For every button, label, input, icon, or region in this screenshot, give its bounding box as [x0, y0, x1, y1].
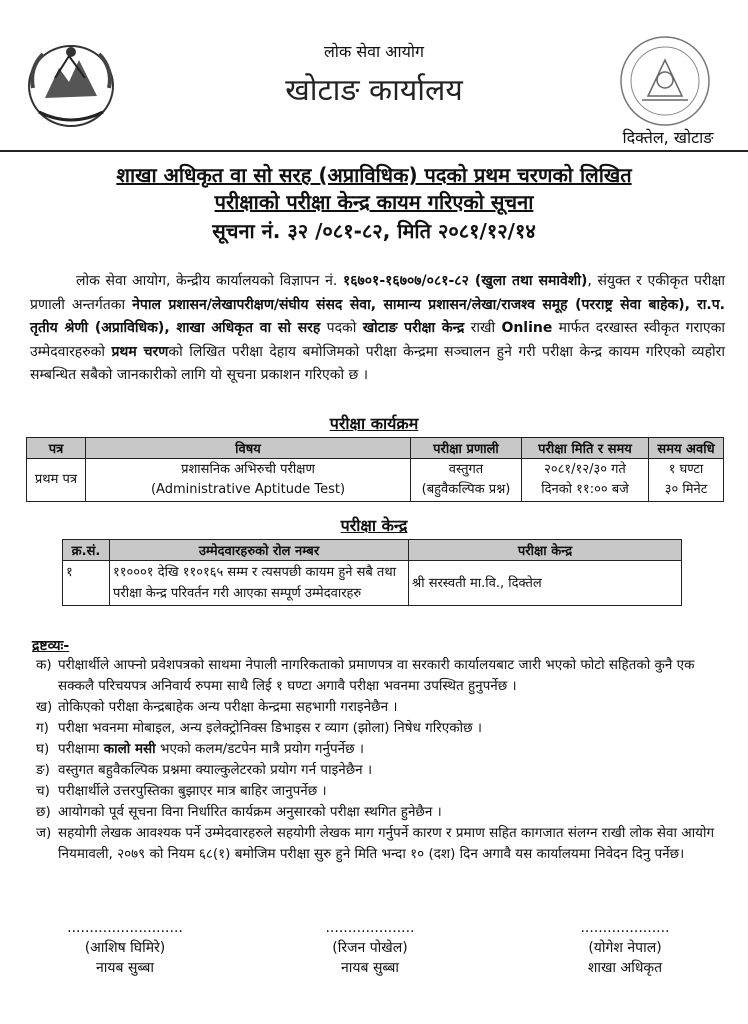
list-item: छ) आयोगको पूर्व सूचना विना निर्धारित कार्यक्रम अनुसारको परीक्षा स्थगित हुनेछैन । [36, 804, 442, 820]
signatory-name: (योगेश नेपाल) [588, 940, 662, 956]
signatory-post: नायब सुब्बा [341, 960, 399, 976]
schedule-title: परीक्षा कार्यक्रम [329, 414, 419, 433]
notice-title-line1: शाखा अधिकृत वा सो सरह (अप्राविधिक) पदको प्रथम चरणको लिखित [116, 163, 632, 187]
cell-venue: श्री सरस्वती मा.वि., दिक्तेल [409, 561, 682, 606]
list-item: घ) परीक्षामा कालो मसी भएको कलम/डटपेन मात्रै प्रयोग गर्नुपर्नेछ । [36, 741, 365, 757]
col-date-time: परीक्षा मिति र समय [522, 438, 649, 459]
post-level: रा.प. तृतीय श्रेणी (अप्राविधिक), शाखा अधिकृत वा सो सरह [30, 296, 726, 336]
notice-title-line2: परीक्षाको परीक्षा केन्द्र कायम गरिएको सूचना [214, 190, 534, 214]
list-item: ङ) वस्तुगत बहुवैकल्पिक प्रश्नमा क्याल्कुलेटरको प्रयोग गर्न पाइनेछैन । [36, 762, 373, 778]
schedule-table [26, 437, 724, 502]
col-sn: क्र.सं. [63, 540, 110, 561]
col-roll: उम्मेदवारहरुको रोल नम्बर [110, 540, 409, 561]
exam-centre-name: खोटाङ परीक्षा केन्द्र [362, 320, 465, 336]
signature-2: .................... (रिजन पोखेल) नायब सुब्बा [295, 918, 445, 978]
notes-heading: द्रष्टव्यः- [32, 638, 70, 654]
table-header-row [27, 438, 724, 459]
col-duration: समय अवधि [649, 438, 724, 459]
list-item: ख) तोकिएको परीक्षा केन्द्रबाहेक अन्य परीक्षा केन्द्रमा सहभागी गराइनेछैन । [36, 699, 398, 715]
signatory-name: (रिजन पोखेल) [332, 940, 408, 956]
centre-table [62, 539, 682, 606]
advertisement-number: १६७०१-१६७०७/०८१-८२ (खुला तथा समावेशी) [342, 273, 588, 289]
exam-phase: प्रथम चरण [111, 343, 169, 360]
list-item: ग) परीक्षा भवनमा मोबाइल, अन्य इलेक्ट्रोनिक्स डिभाइस र व्याग (झोला) निषेध गरिएकोछ । [36, 720, 482, 736]
cell-sn: १ [63, 561, 110, 606]
cell-paper: प्रथम पत्र [27, 459, 86, 502]
cell-duration: १ घण्टा ३० मिनेट [649, 459, 724, 502]
table-row [63, 561, 682, 606]
col-system: परीक्षा प्रणाली [411, 438, 522, 459]
table-header-row [63, 540, 682, 561]
col-paper: पत्र [27, 438, 86, 459]
psc-seal-icon [618, 34, 712, 128]
list-item: च) परीक्षार्थीले उत्तरपुस्तिका बुझाएर मात्र बाहिर जानुपर्नेछ । [36, 783, 327, 799]
notes-list [36, 655, 726, 865]
cell-system: वस्तुगत (बहुवैकल्पिक प्रश्न) [411, 459, 522, 502]
office-location: दिक्तेल, खोटाङ [622, 128, 714, 147]
cell-subject: प्रशासनिक अभिरुची परीक्षण (Administrative Aptitude Test) [86, 459, 411, 502]
col-subject: विषय [86, 438, 411, 459]
table-row [27, 459, 724, 502]
cell-date-time: २०८१/१२/३० गते दिनको ११:०० बजे [522, 459, 649, 502]
service-group: नेपाल प्रशासन/लेखापरीक्षण/संघीय संसद सेवा, सामान्य प्रशासन/लेखा/राजश्व समूह (परराष्ट्र सेवा बाहेक), [132, 296, 691, 313]
centre-title: परीक्षा केन्द्र [340, 516, 408, 535]
office-name: खोटाङ कार्यालय [285, 73, 463, 108]
list-item: ज) सहयोगी लेखक आवश्यक पर्ने उम्मेदवारहरुले सहयोगी लेखक माग गर्नुपर्ने कारण र प्रमाण सहित कागजात संलग्न राखी लोक सेवा आयोग नियमावली, २०७९ को नियम ६८(१) बमोजिम परीक्षा सुरु हुने मिति भन्दा १० (दश) दिन अगावै यस कार्यालयमा निवेदन दिनु पर्नेछ। [36, 825, 715, 862]
signatory-name: (आशिष घिमिरे) [84, 940, 166, 956]
signature-3: .................... (योगेश नेपाल) शाखा अधिकृत [550, 918, 700, 978]
signature-1: .......................... (आशिष घिमिरे) नायब सुब्बा [50, 918, 200, 978]
cell-roll: ११०००१ देखि ११०१६५ सम्म र त्यसपछी कायम हुने सबै तथा परीक्षा केन्द्र परिवर्तन गरी आएका सम्पूर्ण उम्मेदवारहरु [110, 561, 409, 606]
notice-number: सूचना नं. ३२ /०८१-८२, मिति २०८१/१२/१४ [212, 219, 536, 243]
col-venue: परीक्षा केन्द्र [409, 540, 682, 561]
online-label: Online [501, 320, 553, 336]
intro-paragraph: लोक सेवा आयोग, केन्द्रीय कार्यालयको विज्ञापन नं. १६७०१-१६७०७/०८१-८२ (खुला तथा समावेशी), संयुक्त र एकीकृत परीक्षा प्रणाली अन्तर्गतका नेपाल प्रशासन/लेखापरीक्षण/संघीय संसद सेवा, सामान्य प्रशासन/लेखा/राजश्व समूह (परराष्ट्र सेवा बाहेक), रा.प. तृतीय श्रेणी (अप्राविधिक), शाखा अधिकृत वा सो सरह पदको खोटाङ परीक्षा केन्द्र राखी Online मार्फत दरखास्त स्वीकृत गराएका उम्मेदवारहरुको प्रथम चरणको लिखित परीक्षा देहाय बमोजिमको परीक्षा केन्द्रमा सञ्चालन हुने गरी परीक्षा केन्द्र कायम गरिएको व्यहोरा सम्बन्धित सबैको जानकारीको लागि यो सूचना प्रकाशन गरिएको छ । [30, 273, 726, 383]
header-divider [0, 150, 748, 152]
signatory-post: नायब सुब्बा [96, 960, 154, 976]
list-item: क) परीक्षार्थीले आफ्नो प्रवेशपत्रको साथमा नेपाली नागरिकताको प्रमाणपत्र वा सरकारी कार्यालयबाट जारी भएको फोटो सहितको कुनै एक सक्कलै परिचयपत्र अनिवार्य रुपमा साथै लिई १ घण्टा अगावै परीक्षा भवनमा उपस्थित हुनुपर्नेछ । [36, 657, 695, 694]
org-name: लोक सेवा आयोग [323, 42, 425, 61]
signatory-post: शाखा अधिकृत [587, 960, 663, 976]
